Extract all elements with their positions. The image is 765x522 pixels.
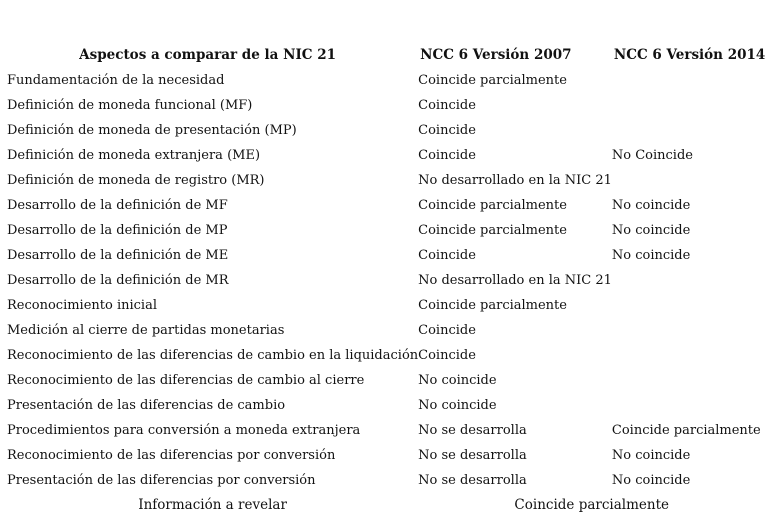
ncc-2007-cell: Coincide	[418, 148, 476, 163]
ncc-2014-cell: No coincide	[611, 198, 691, 213]
aspect-cell: Presentación de las diferencias de cambio	[7, 398, 286, 413]
header-row	[7, 43, 765, 68]
table-row	[7, 368, 765, 393]
aspect-cell: Presentación de las diferencias por conversión	[7, 473, 316, 488]
table-row	[7, 218, 765, 243]
ncc-2014-cell	[612, 93, 765, 118]
aspect-cell: Definición de moneda funcional (MF)	[7, 98, 253, 113]
header-ncc-2014: NCC 6 Versión 2014	[613, 47, 765, 63]
ncc-2007-cell: Coincide	[418, 248, 476, 263]
ncc-2014-cell: No Coincide	[611, 148, 693, 163]
ncc-2007-cell: Coincide parcialmente	[418, 198, 567, 213]
ncc-2007-cell: No desarrollado en la NIC 21	[418, 273, 612, 288]
ncc-2014-cell	[612, 68, 765, 93]
aspect-cell: Fundamentación de la necesidad	[7, 73, 225, 88]
comparison-table	[7, 43, 765, 518]
ncc-2007-cell: Coincide	[418, 323, 476, 338]
table-row	[7, 268, 765, 293]
aspect-cell: Reconocimiento de las diferencias por conversión	[7, 448, 336, 463]
table-row	[7, 243, 765, 268]
aspect-cell: Desarrollo de la definición de MP	[7, 223, 228, 238]
ncc-2007-cell: Coincide parcialmente	[418, 73, 567, 88]
aspect-cell: Definición de moneda de registro (MR)	[7, 173, 265, 188]
ncc-2014-cell	[612, 168, 765, 193]
aspect-cell: Definición de moneda extranjera (ME)	[7, 148, 261, 163]
ncc-2007-cell: No se desarrolla	[418, 448, 527, 463]
ncc-2014-cell: No coincide	[611, 448, 691, 463]
ncc-2014-cell	[612, 393, 765, 418]
table-row	[7, 293, 765, 318]
table-body	[7, 68, 765, 493]
table-row	[7, 118, 765, 143]
table-row	[7, 393, 765, 418]
footer-row	[7, 493, 765, 518]
ncc-2007-cell: Coincide	[418, 98, 476, 113]
aspect-cell: Desarrollo de la definición de MR	[7, 273, 229, 288]
table-row	[7, 418, 765, 443]
ncc-2007-cell: Coincide parcialmente	[418, 223, 567, 238]
ncc-2014-cell: Coincide parcialmente	[611, 423, 761, 438]
ncc-2014-cell: No coincide	[611, 248, 691, 263]
aspect-cell: Reconocimiento de las diferencias de cambio al cierre	[7, 373, 365, 388]
header-aspectos: Aspectos a comparar de la NIC 21	[79, 47, 336, 63]
ncc-2007-cell: Coincide	[418, 348, 476, 363]
ncc-2014-cell	[612, 268, 765, 293]
aspect-cell: Medición al cierre de partidas monetarias	[7, 323, 285, 338]
table-row	[7, 193, 765, 218]
ncc-2007-cell: No se desarrolla	[418, 423, 527, 438]
table-row	[7, 318, 765, 343]
table-row	[7, 443, 765, 468]
table-row	[7, 68, 765, 93]
aspect-cell: Desarrollo de la definición de MF	[7, 198, 228, 213]
table-row	[7, 143, 765, 168]
ncc-2014-cell: No coincide	[611, 223, 691, 238]
aspect-cell: Definición de moneda de presentación (MP)	[7, 123, 297, 138]
table-row	[7, 168, 765, 193]
ncc-2007-cell: No coincide	[418, 398, 497, 413]
ncc-2014-cell	[612, 343, 765, 368]
ncc-2014-cell	[612, 118, 765, 143]
ncc-2007-cell: No desarrollado en la NIC 21	[418, 173, 612, 188]
ncc-2014-cell	[612, 368, 765, 393]
ncc-2007-cell: No coincide	[418, 373, 497, 388]
aspect-cell: Reconocimiento inicial	[7, 298, 157, 313]
ncc-2007-cell: No se desarrolla	[418, 473, 527, 488]
ncc-2007-cell: Coincide parcialmente	[418, 298, 567, 313]
aspect-cell: Procedimientos para conversión a moneda extranjera	[7, 423, 361, 438]
footer-value: Coincide parcialmente	[514, 497, 669, 513]
table-row	[7, 468, 765, 493]
table-row	[7, 93, 765, 118]
ncc-2014-cell	[612, 318, 765, 343]
ncc-2007-cell: Coincide	[418, 123, 476, 138]
ncc-2014-cell	[612, 293, 765, 318]
ncc-2014-cell: No coincide	[611, 473, 691, 488]
header-ncc-2007: NCC 6 Versión 2007	[420, 47, 572, 63]
aspect-cell: Reconocimiento de las diferencias de cambio en la liquidación	[7, 348, 419, 363]
aspect-cell: Desarrollo de la definición de ME	[7, 248, 229, 263]
table-row	[7, 343, 765, 368]
footer-label: Información a revelar	[138, 497, 287, 513]
